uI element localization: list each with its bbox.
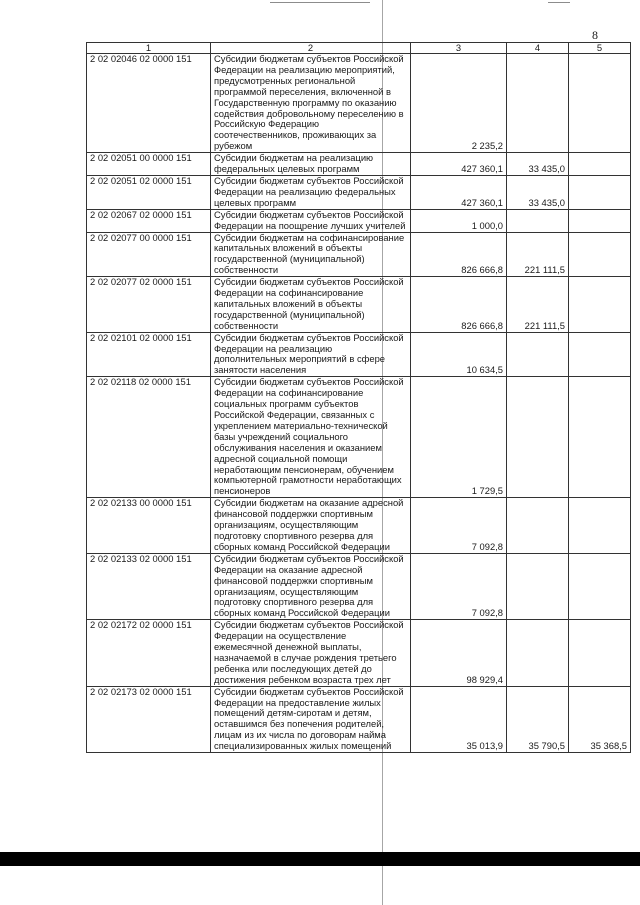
value-cell-col5 — [569, 54, 631, 153]
code-cell: 2 02 02077 00 0000 151 — [87, 232, 211, 277]
value-cell-col3: 1 000,0 — [411, 209, 507, 232]
code-cell: 2 02 02172 02 0000 151 — [87, 620, 211, 686]
value-cell-col4 — [507, 54, 569, 153]
value-cell-col5 — [569, 232, 631, 277]
value-cell-col5 — [569, 209, 631, 232]
column-header: 5 — [569, 43, 631, 54]
name-cell: Субсидии бюджетам субъектов Российской Федерации на предоставление жилых помещений детям-сиротам и детям, оставшимся без попечения родителей, лицам из их числа по договорам найма специализированных жилых помещений — [211, 686, 411, 752]
value-cell-col3: 2 235,2 — [411, 54, 507, 153]
value-cell-col4: 221 111,5 — [507, 277, 569, 333]
table-row — [87, 175, 631, 209]
value-cell-col4: 33 435,0 — [507, 153, 569, 176]
value-cell-col3: 7 092,8 — [411, 553, 507, 619]
value-cell-col5 — [569, 332, 631, 377]
code-cell: 2 02 02173 02 0000 151 — [87, 686, 211, 752]
table-row — [87, 686, 631, 752]
value-cell-col5: 35 368,5 — [569, 686, 631, 752]
value-cell-col4: 221 111,5 — [507, 232, 569, 277]
value-cell-col3: 826 666,8 — [411, 277, 507, 333]
code-cell: 2 02 02133 00 0000 151 — [87, 498, 211, 554]
value-cell-col4 — [507, 209, 569, 232]
name-cell: Субсидии бюджетам субъектов Российской Федерации на оказание адресной финансовой поддержки спортивным организациям, осуществляющим подготовку спортивного резерва для сборных команд Российской Федерации — [211, 553, 411, 619]
value-cell-col3: 35 013,9 — [411, 686, 507, 752]
name-cell: Субсидии бюджетам на реализацию федеральных целевых программ — [211, 153, 411, 176]
value-cell-col4: 33 435,0 — [507, 175, 569, 209]
table-row — [87, 54, 631, 153]
scan-mark — [548, 2, 570, 3]
value-cell-col5 — [569, 498, 631, 554]
value-cell-col3: 427 360,1 — [411, 175, 507, 209]
value-cell-col5 — [569, 377, 631, 498]
value-cell-col5 — [569, 153, 631, 176]
value-cell-col3: 1 729,5 — [411, 377, 507, 498]
value-cell-col3: 427 360,1 — [411, 153, 507, 176]
value-cell-col5 — [569, 277, 631, 333]
value-cell-col4 — [507, 332, 569, 377]
scan-mark — [270, 2, 370, 3]
value-cell-col3: 826 666,8 — [411, 232, 507, 277]
name-cell: Субсидии бюджетам субъектов Российской Федерации на поощрение лучших учителей — [211, 209, 411, 232]
value-cell-col3: 98 929,4 — [411, 620, 507, 686]
value-cell-col5 — [569, 175, 631, 209]
table-row — [87, 553, 631, 619]
value-cell-col4 — [507, 498, 569, 554]
value-cell-col3: 7 092,8 — [411, 498, 507, 554]
name-cell: Субсидии бюджетам субъектов Российской Федерации на софинансирование социальных программ субъектов Российской Федерации, связанных с укреплением материально-технической базы учреждений социального обслуживания населения и оказанием адресной социальной помощи неработающим пенсионерам, обучением компьютерной грамотности неработающих пенсионеров — [211, 377, 411, 498]
name-cell: Субсидии бюджетам субъектов Российской Федерации на реализацию дополнительных мероприятий в сфере занятости населения — [211, 332, 411, 377]
column-header: 3 — [411, 43, 507, 54]
table-row — [87, 498, 631, 554]
value-cell-col5 — [569, 620, 631, 686]
page-number: 8 — [592, 28, 598, 42]
code-cell: 2 02 02067 02 0000 151 — [87, 209, 211, 232]
code-cell: 2 02 02118 02 0000 151 — [87, 377, 211, 498]
column-header: 2 — [211, 43, 411, 54]
name-cell: Субсидии бюджетам на софинансирование капитальных вложений в объекты государственной (муниципальной) собственности — [211, 232, 411, 277]
code-cell: 2 02 02051 02 0000 151 — [87, 175, 211, 209]
table-row — [87, 277, 631, 333]
table-row — [87, 232, 631, 277]
code-cell: 2 02 02046 02 0000 151 — [87, 54, 211, 153]
name-cell: Субсидии бюджетам субъектов Российской Федерации на реализацию мероприятий, предусмотренных региональной программой переселения, включенной в Государственную программу по оказанию содействия добровольному переселению в Российскую Федерацию соотечественников, проживающих за рубежом — [211, 54, 411, 153]
value-cell-col4: 35 790,5 — [507, 686, 569, 752]
name-cell: Субсидии бюджетам субъектов Российской Федерации на осуществление ежемесячной денежной выплаты, назначаемой в случае рождения третьего ребенка или последующих детей до достижения ребенком возраста трех лет — [211, 620, 411, 686]
scan-black-bar — [0, 852, 640, 866]
value-cell-col4 — [507, 553, 569, 619]
code-cell: 2 02 02051 00 0000 151 — [87, 153, 211, 176]
column-header: 4 — [507, 43, 569, 54]
value-cell-col5 — [569, 553, 631, 619]
code-cell: 2 02 02077 02 0000 151 — [87, 277, 211, 333]
table-header-row — [87, 43, 631, 54]
table-row — [87, 209, 631, 232]
name-cell: Субсидии бюджетам субъектов Российской Федерации на реализацию федеральных целевых программ — [211, 175, 411, 209]
budget-table — [86, 42, 631, 753]
value-cell-col3: 10 634,5 — [411, 332, 507, 377]
code-cell: 2 02 02133 02 0000 151 — [87, 553, 211, 619]
table-row — [87, 620, 631, 686]
value-cell-col4 — [507, 620, 569, 686]
code-cell: 2 02 02101 02 0000 151 — [87, 332, 211, 377]
value-cell-col4 — [507, 377, 569, 498]
table-row — [87, 332, 631, 377]
table-row — [87, 377, 631, 498]
column-header: 1 — [87, 43, 211, 54]
name-cell: Субсидии бюджетам субъектов Российской Федерации на софинансирование капитальных вложений в объекты государственной (муниципальной) собственности — [211, 277, 411, 333]
table-row — [87, 153, 631, 176]
name-cell: Субсидии бюджетам на оказание адресной финансовой поддержки спортивным организациям, осуществляющим подготовку спортивного резерва для сборных команд Российской Федерации — [211, 498, 411, 554]
